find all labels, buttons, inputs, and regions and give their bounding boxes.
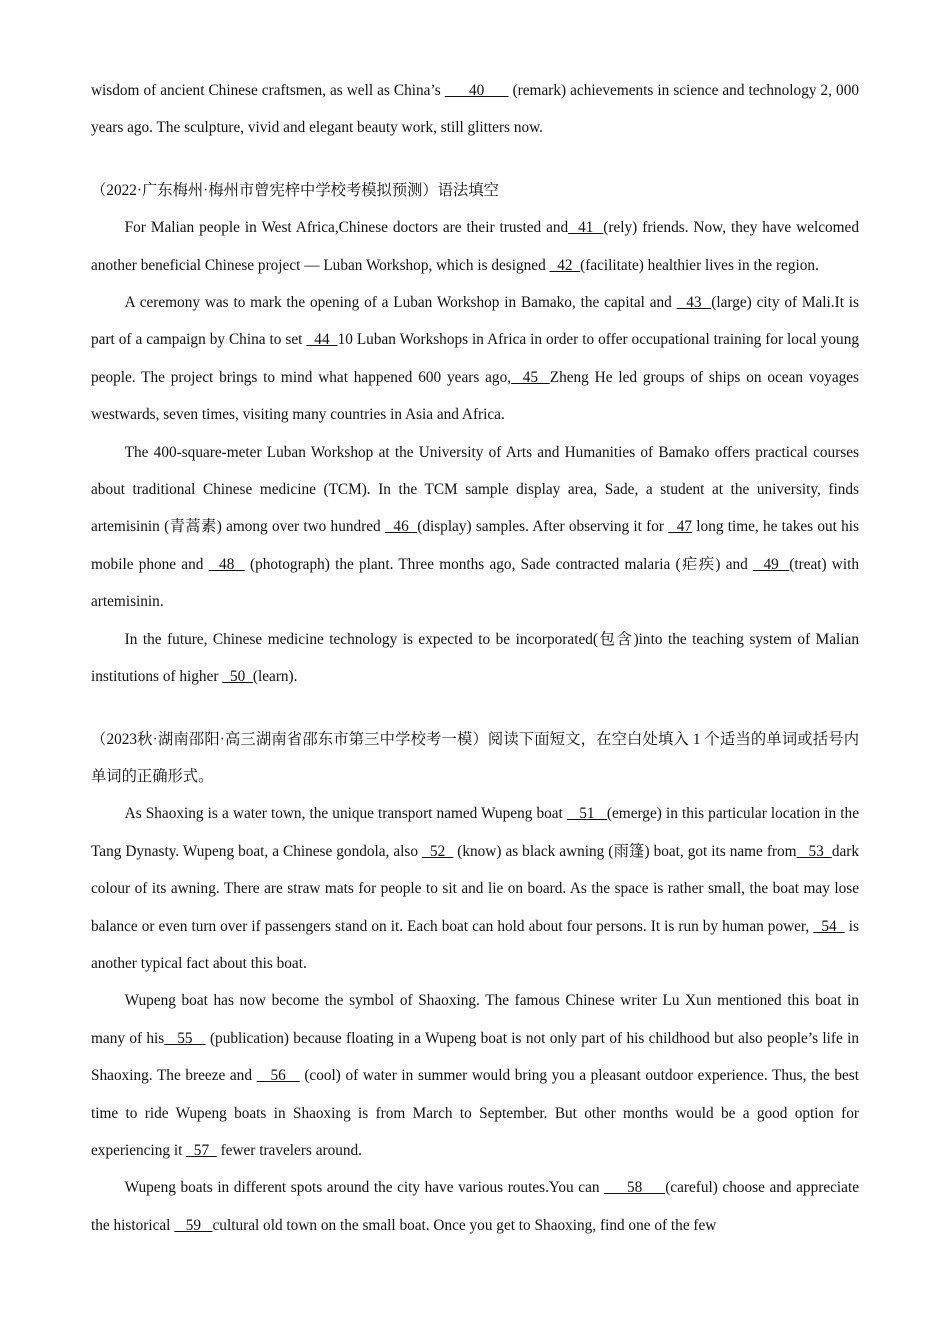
blank-48: 48 (208, 555, 245, 573)
text-run: In the future, Chinese medicine technology is expected to be incorporated(包含)into the teaching system of Malian institutions of higher (91, 630, 859, 686)
text-run: As Shaoxing is a water town, the unique transport named Wupeng boat (124, 805, 567, 823)
text-run: (treat) with artemisinin. (91, 555, 859, 611)
blank-55: 55 (164, 1029, 206, 1047)
text-run: Wupeng boat has now become the symbol of Shaoxing. The famous Chinese writer Lu Xun mentioned this boat in many of his (91, 992, 859, 1047)
text-run: The 400-square-meter Luban Workshop at the University of Arts and Humanities of Bamako offers practical courses about traditional Chinese medicine (TCM). In the TCM sample display area, Sade, a student at the university, finds artemisinin (青蒿素) among over two hundred (91, 443, 859, 536)
blank-49: 49 (753, 555, 790, 573)
text-run: (remark) achievements in science and technology 2, 000 years ago. The sculpture, vivid and elegant beauty work, still glitters now. (91, 82, 859, 137)
blank-57: 57 (186, 1141, 217, 1159)
blank-56: 56 (256, 1067, 300, 1085)
text-run: wisdom of ancient Chinese craftsmen, as well as China’s (91, 82, 445, 99)
paragraph-s3-p3 (91, 1169, 859, 1244)
text-run: (display) samples. After observing it for (417, 518, 669, 536)
section-gap (91, 147, 859, 172)
text-run: 10 Luban Workshops in Africa in order to offer occupational training for local young people. The project brings to mind what happened 600 years ago, (91, 331, 860, 386)
text-run: (cool) of water in summer would bring you a pleasant outdoor experience. Thus, the best time to ride Wupeng boats in Shaoxing is from March to September. But other months would be a good option for experiencing it (91, 1067, 859, 1159)
blank-54: 54 (813, 917, 845, 935)
paragraph-s2-p2 (91, 284, 859, 434)
blank-44: 44 (306, 331, 338, 349)
text-run: fewer travelers around. (216, 1141, 362, 1159)
blank-52: 52 (422, 842, 454, 860)
blank-59: 59 (174, 1216, 213, 1234)
paragraph-s2-p4 (91, 621, 859, 696)
paragraph-s2-p3 (91, 434, 859, 621)
text-run: long time, he takes out his mobile phone and (91, 518, 860, 573)
text-run: (emerge) in this particular location in the Tang Dynasty. Wupeng boat, a Chinese gondola, also (91, 805, 859, 860)
text-run: (photograph) the plant. Three months ago, Sade contracted malaria (疟疾) and (244, 555, 754, 573)
blank-45: 45 (511, 368, 550, 386)
text-run: Zheng He led groups of ships on ocean voyages westwards, seven times, visiting many countries in Asia and Africa. (91, 368, 859, 424)
text-run: For Malian people in West Africa,Chinese doctors are their trusted and (124, 219, 569, 237)
text-run: (rely) friends. Now, they have welcomed another beneficial Chinese project — Luban Workshop, which is designed (91, 219, 859, 274)
text-run: (publication) because floating in a Wupeng boat is not only part of his childhood but also people’s life in Shaoxing. The breeze and (91, 1029, 859, 1085)
blank-43: 43 (676, 294, 712, 312)
paragraph-s3-p2 (91, 982, 859, 1169)
blank-40: 40 (444, 82, 509, 99)
text-run: (know) as black awning (雨篷) boat, got its name from (453, 842, 797, 860)
text-run: (large) city of Mali.It is part of a campaign by China to set (91, 294, 859, 349)
text-run: (facilitate) healthier lives in the region. (580, 256, 819, 274)
section3-header: （2023秋·湖南邵阳·高三湖南省邵东市第三中学校考一模）阅读下面短文，在空白处填入 1 个适当的单词或括号内单词的正确形式。 (91, 730, 859, 785)
blank-47: 47 (668, 518, 693, 536)
blank-58: 58 (604, 1179, 666, 1197)
blank-50: 50 (222, 668, 253, 686)
text-run: is another typical fact about this boat. (91, 917, 859, 972)
blank-42: 42 (549, 256, 581, 274)
blank-41: 41 (568, 219, 604, 237)
text-run: (learn). (252, 668, 298, 686)
paragraph-s1-p1 (91, 72, 859, 147)
text-run: A ceremony was to mark the opening of a Luban Workshop in Bamako, the capital and (124, 294, 677, 312)
section2-header: （2022·广东梅州·梅州市曾宪梓中学校考模拟预测）语法填空 (91, 181, 499, 199)
text-run: Wupeng boats in different spots around the city have various routes.You can (124, 1179, 605, 1197)
blank-46: 46 (384, 518, 418, 536)
text-run: cultural old town on the small boat. Once you get to Shaoxing, find one of the few (212, 1216, 717, 1234)
text-run: dark colour of its awning. There are straw mats for people to sit and lie on board. As the space is rather small, the boat may lose balance or even turn over if passengers stand on it. Each boat can hold about four persons. It is run by human power, (91, 842, 859, 935)
blank-51: 51 (566, 805, 607, 823)
section-gap (91, 696, 859, 721)
paragraph-s3-p1 (91, 795, 859, 982)
blank-53: 53 (796, 842, 832, 860)
paragraph-s2-p1 (91, 209, 859, 284)
text-run: (careful) choose and appreciate the historical (91, 1179, 859, 1234)
